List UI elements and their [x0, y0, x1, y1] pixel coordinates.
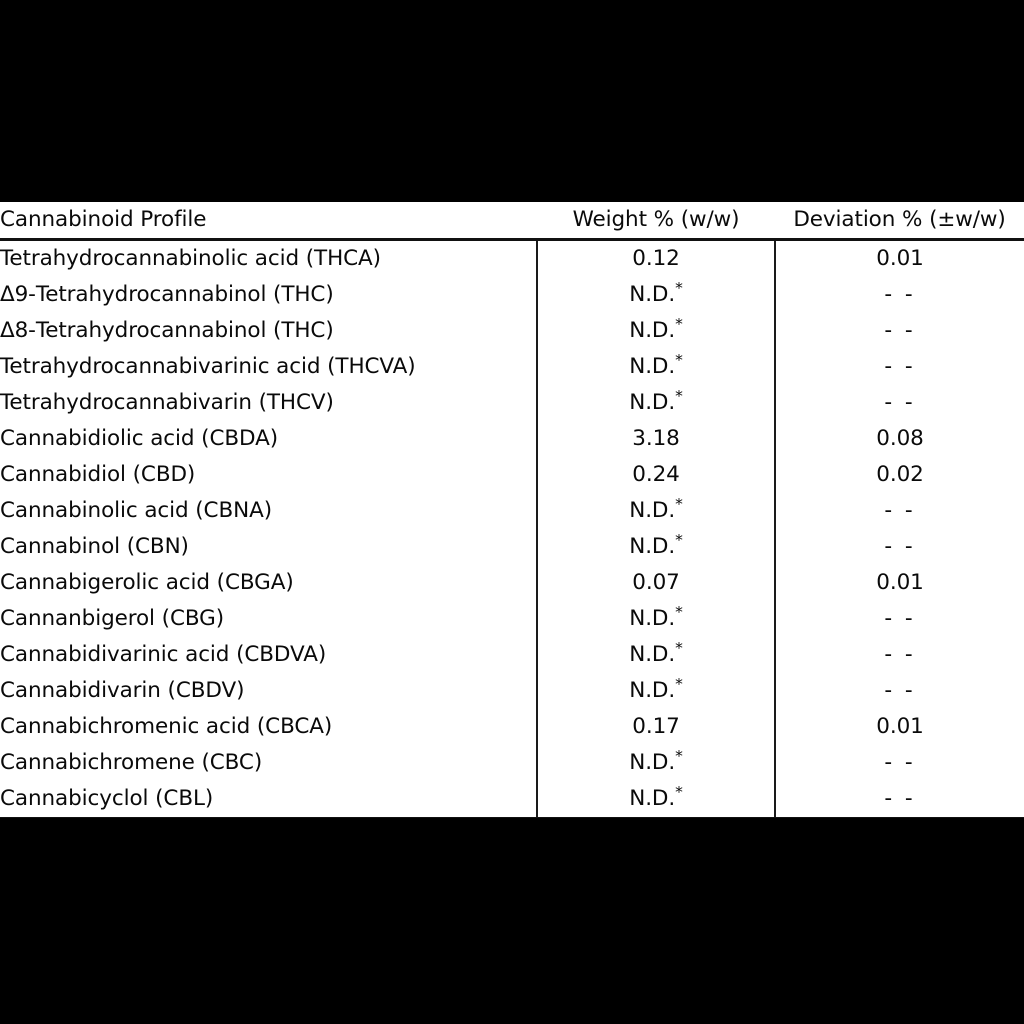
weight-percent-cell: 0.07: [537, 565, 775, 601]
weight-percent-cell: 0.17: [537, 709, 775, 745]
table-row: [0, 421, 1024, 457]
deviation-percent-cell: [775, 313, 1024, 349]
deviation-percent-cell: [775, 529, 1024, 565]
no-value-placeholder: - -: [884, 498, 916, 523]
table-body: [0, 240, 1024, 819]
not-detected-label: N.D.: [629, 498, 676, 523]
cannabinoid-name-cell: Tetrahydrocannabivarinic acid (THCVA): [0, 354, 416, 379]
weight-percent-cell: [537, 313, 775, 349]
footnote-asterisk: *: [675, 278, 683, 297]
table-row: [0, 637, 1024, 673]
weight-percent-cell: 0.24: [537, 457, 775, 493]
cannabinoid-name-cell: Cannanbigerol (CBG): [0, 606, 224, 631]
not-detected-label: N.D.: [629, 534, 676, 559]
deviation-percent-cell: [775, 781, 1024, 819]
table-header: [0, 202, 1024, 240]
not-detected-label: N.D.: [629, 606, 676, 631]
column-header-cannabinoid-profile: Cannabinoid Profile: [0, 202, 537, 240]
weight-percent-cell: [537, 493, 775, 529]
table-row: [0, 745, 1024, 781]
weight-percent-cell: [537, 637, 775, 673]
no-value-placeholder: - -: [884, 678, 916, 703]
deviation-percent-cell: [775, 745, 1024, 781]
table-row: [0, 313, 1024, 349]
deviation-percent-cell: [775, 601, 1024, 637]
weight-percent-cell: [537, 781, 775, 819]
no-value-placeholder: - -: [884, 786, 916, 811]
table-row: [0, 385, 1024, 421]
cannabinoid-name-cell: Cannabidiolic acid (CBDA): [0, 426, 278, 451]
footnote-asterisk: *: [675, 782, 683, 801]
cannabinoid-name-cell: Cannabidivarin (CBDV): [0, 678, 245, 703]
table-row: [0, 529, 1024, 565]
deviation-percent-cell: 0.01: [876, 714, 924, 739]
cannabinoid-profile-table: [0, 202, 1024, 820]
scanned-page: [0, 202, 1024, 818]
table-row: [0, 601, 1024, 637]
not-detected-label: N.D.: [629, 750, 676, 775]
not-detected-label: N.D.: [629, 354, 676, 379]
deviation-percent-cell: [775, 673, 1024, 709]
column-header-weight-percent: Weight % (w/w): [537, 202, 775, 240]
cannabinoid-name-cell: Cannabidiol (CBD): [0, 462, 196, 487]
deviation-percent-cell: [775, 493, 1024, 529]
weight-percent-cell: [537, 349, 775, 385]
not-detected-label: N.D.: [629, 318, 676, 343]
table-row: [0, 240, 1024, 278]
deviation-percent-cell: [775, 637, 1024, 673]
table-row: [0, 781, 1024, 819]
table-row: [0, 565, 1024, 601]
cannabinoid-name-cell: Tetrahydrocannabivarin (THCV): [0, 390, 334, 415]
letterbox-bottom-bar: [0, 818, 1024, 1024]
table-row: [0, 709, 1024, 745]
footnote-asterisk: *: [675, 638, 683, 657]
cannabinoid-name-cell: Δ8-Tetrahydrocannabinol (THC): [0, 318, 334, 343]
cannabinoid-name-cell: Tetrahydrocannabinolic acid (THCA): [0, 246, 381, 271]
no-value-placeholder: - -: [884, 750, 916, 775]
not-detected-label: N.D.: [629, 282, 676, 307]
weight-percent-cell: [537, 601, 775, 637]
weight-percent-cell: [537, 673, 775, 709]
table-header-row: [0, 202, 1024, 240]
deviation-percent-cell: 0.08: [876, 426, 924, 451]
no-value-placeholder: - -: [884, 282, 916, 307]
weight-percent-cell: [537, 385, 775, 421]
table-row: [0, 277, 1024, 313]
no-value-placeholder: - -: [884, 318, 916, 343]
cannabinoid-name-cell: Cannabichromenic acid (CBCA): [0, 714, 333, 739]
no-value-placeholder: - -: [884, 354, 916, 379]
table-row: [0, 673, 1024, 709]
no-value-placeholder: - -: [884, 606, 916, 631]
footnote-asterisk: *: [675, 350, 683, 369]
weight-percent-cell: [537, 745, 775, 781]
weight-percent-cell: 0.12: [537, 240, 775, 278]
cannabinoid-name-cell: Cannabinol (CBN): [0, 534, 189, 559]
table-row: [0, 493, 1024, 529]
footnote-asterisk: *: [675, 530, 683, 549]
deviation-percent-cell: [775, 385, 1024, 421]
footnote-asterisk: *: [675, 314, 683, 333]
not-detected-label: N.D.: [629, 678, 676, 703]
deviation-percent-cell: 0.02: [876, 462, 924, 487]
not-detected-label: N.D.: [629, 642, 676, 667]
cannabinoid-name-cell: Δ9-Tetrahydrocannabinol (THC): [0, 282, 334, 307]
weight-percent-cell: [537, 277, 775, 313]
table-row: [0, 457, 1024, 493]
deviation-percent-cell: [775, 349, 1024, 385]
deviation-percent-cell: 0.01: [876, 246, 924, 271]
no-value-placeholder: - -: [884, 390, 916, 415]
no-value-placeholder: - -: [884, 534, 916, 559]
column-header-deviation-percent: Deviation % (±w/w): [775, 202, 1024, 240]
not-detected-label: N.D.: [629, 786, 676, 811]
cannabinoid-name-cell: Cannabichromene (CBC): [0, 750, 263, 775]
letterbox-top-bar: [0, 0, 1024, 202]
footnote-asterisk: *: [675, 386, 683, 405]
cannabinoid-name-cell: Cannabidivarinic acid (CBDVA): [0, 642, 327, 667]
weight-percent-cell: [537, 529, 775, 565]
cannabinoid-name-cell: Cannabinolic acid (CBNA): [0, 498, 272, 523]
footnote-asterisk: *: [675, 674, 683, 693]
cannabinoid-name-cell: Cannabigerolic acid (CBGA): [0, 570, 294, 595]
footnote-asterisk: *: [675, 602, 683, 621]
footnote-asterisk: *: [675, 746, 683, 765]
deviation-percent-cell: 0.01: [876, 570, 924, 595]
cannabinoid-name-cell: Cannabicyclol (CBL): [0, 781, 537, 819]
no-value-placeholder: - -: [884, 642, 916, 667]
deviation-percent-cell: [775, 277, 1024, 313]
footnote-asterisk: *: [675, 494, 683, 513]
weight-percent-cell: 3.18: [537, 421, 775, 457]
not-detected-label: N.D.: [629, 390, 676, 415]
table-row: [0, 349, 1024, 385]
